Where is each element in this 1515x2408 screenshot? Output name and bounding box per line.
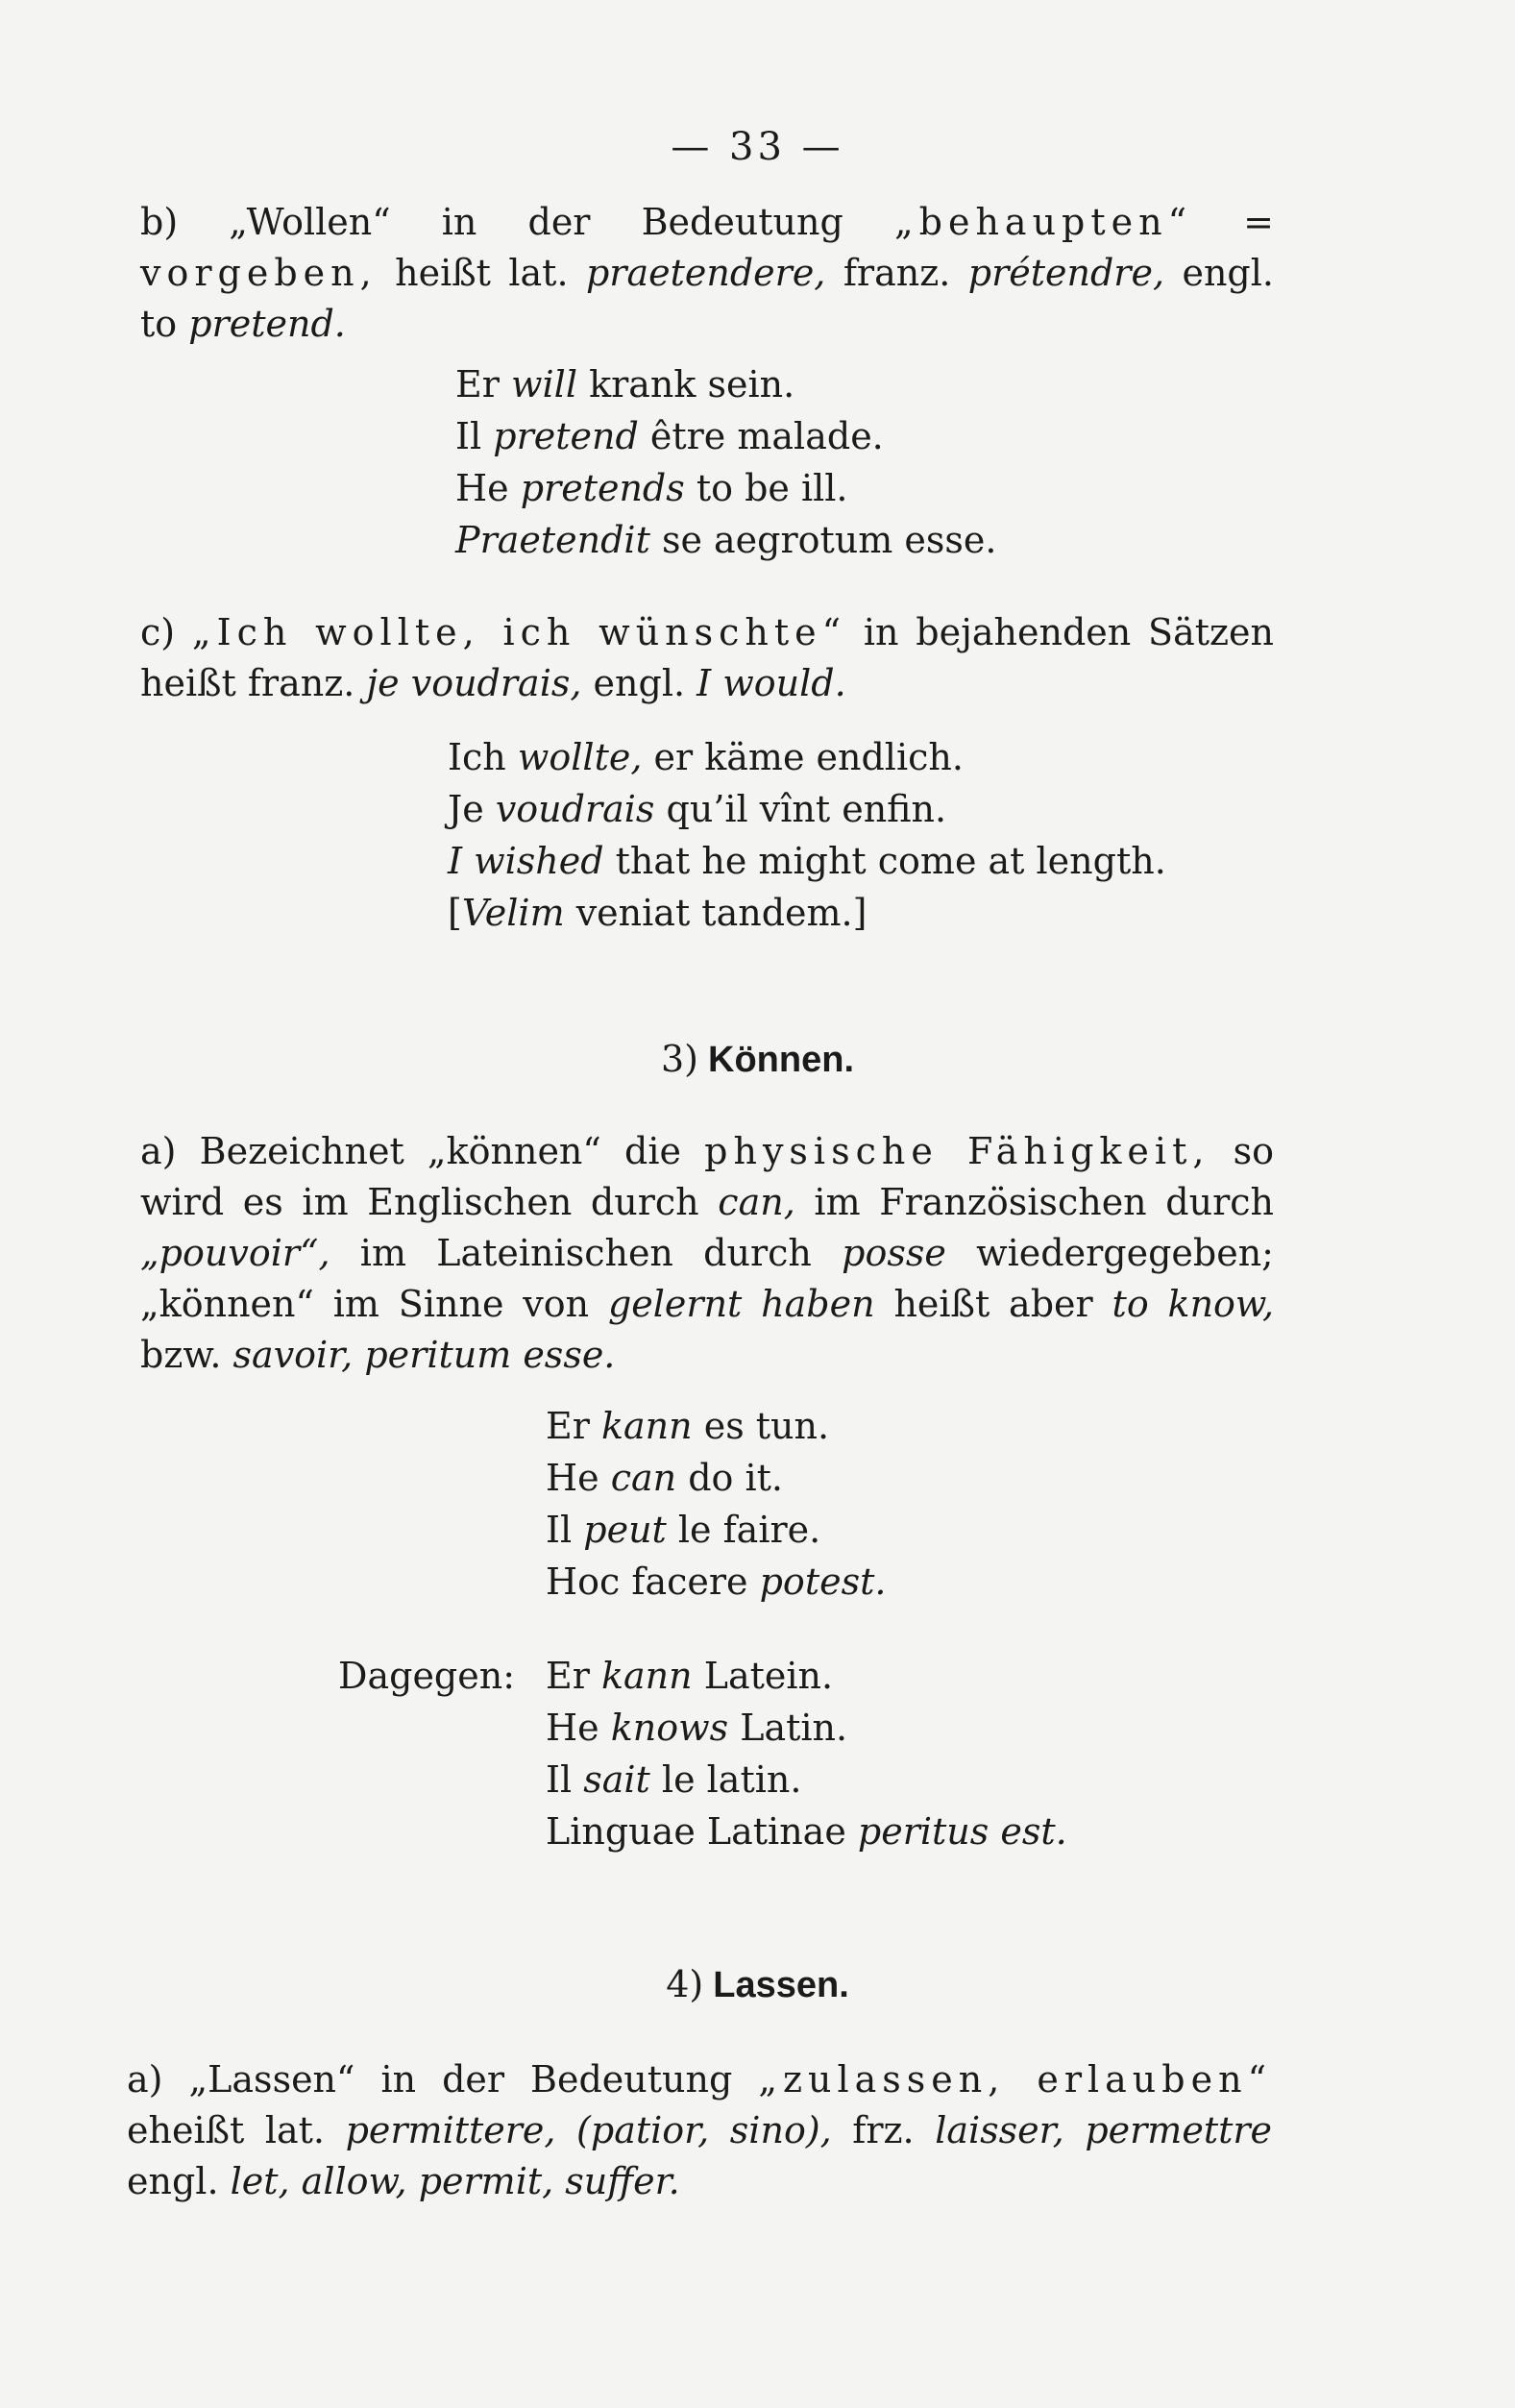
dagegen-label: Dagegen:: [338, 1655, 516, 1697]
example-line: Hoc facere potest.: [546, 1560, 887, 1603]
example-line: [Velim veniat tandem.]: [448, 892, 867, 934]
example-line: He pretends to be ill.: [455, 467, 848, 509]
item-label: c): [140, 611, 176, 653]
example-line: Er kann Latein.: [546, 1655, 834, 1697]
paragraph-ich-wollte: c) „Ich wollte, ich wünschte“ in bejahenden Sätzen heißt franz. je voudrais, engl. I would.: [140, 611, 1274, 704]
paragraph-koennen-faehigkeit: a) Bezeichnet „können“ die physische Fähigkeit, so wird es im Englischen durch can, im Französischen durch „pouvoir“, im Lateinischen durch posse wiedergegeben; „können“ im Sinne von gelernt haben heißt aber to know, bzw. savoir, peritum esse.: [140, 1130, 1275, 1376]
item-label: a): [140, 1130, 177, 1172]
paragraph-lassen-zulassen: a) „Lassen“ in der Bedeutung „zulassen, erlauben“ eheißt lat. permittere, (patior, sino), frz. laisser, permettre engl. let, allow, permit, suffer.: [127, 2058, 1273, 2202]
example-line: Er will krank sein.: [455, 363, 795, 405]
item-label: b): [140, 201, 179, 243]
example-line: Je voudrais qu’il vînt enfin.: [448, 788, 947, 830]
section-heading-lassen: 4) Lassen.: [666, 1963, 849, 2005]
example-line: Ich wollte, er käme endlich.: [448, 736, 964, 778]
example-line: Il pretend être malade.: [455, 415, 884, 457]
paragraph-wollen-behaupten: b) „Wollen“ in der Bedeutung „behaupten“ = vorgeben, heißt lat. praetendere, franz. prétendre, engl. to pretend.: [140, 201, 1274, 345]
example-line: He knows Latin.: [546, 1707, 848, 1749]
example-line: Il sait le latin.: [546, 1758, 802, 1801]
page-number: — 33 —: [671, 125, 844, 169]
section-heading-koennen: 3) Können.: [661, 1038, 854, 1080]
example-line: Linguae Latinae peritus est.: [546, 1810, 1067, 1853]
example-line: Praetendit se aegrotum esse.: [455, 519, 997, 561]
item-label: a): [127, 2058, 163, 2101]
example-line: I wished that he might come at length.: [448, 840, 1166, 882]
example-line: He can do it.: [546, 1457, 784, 1499]
example-line: Er kann es tun.: [546, 1405, 830, 1447]
example-line: Il peut le faire.: [546, 1509, 821, 1551]
